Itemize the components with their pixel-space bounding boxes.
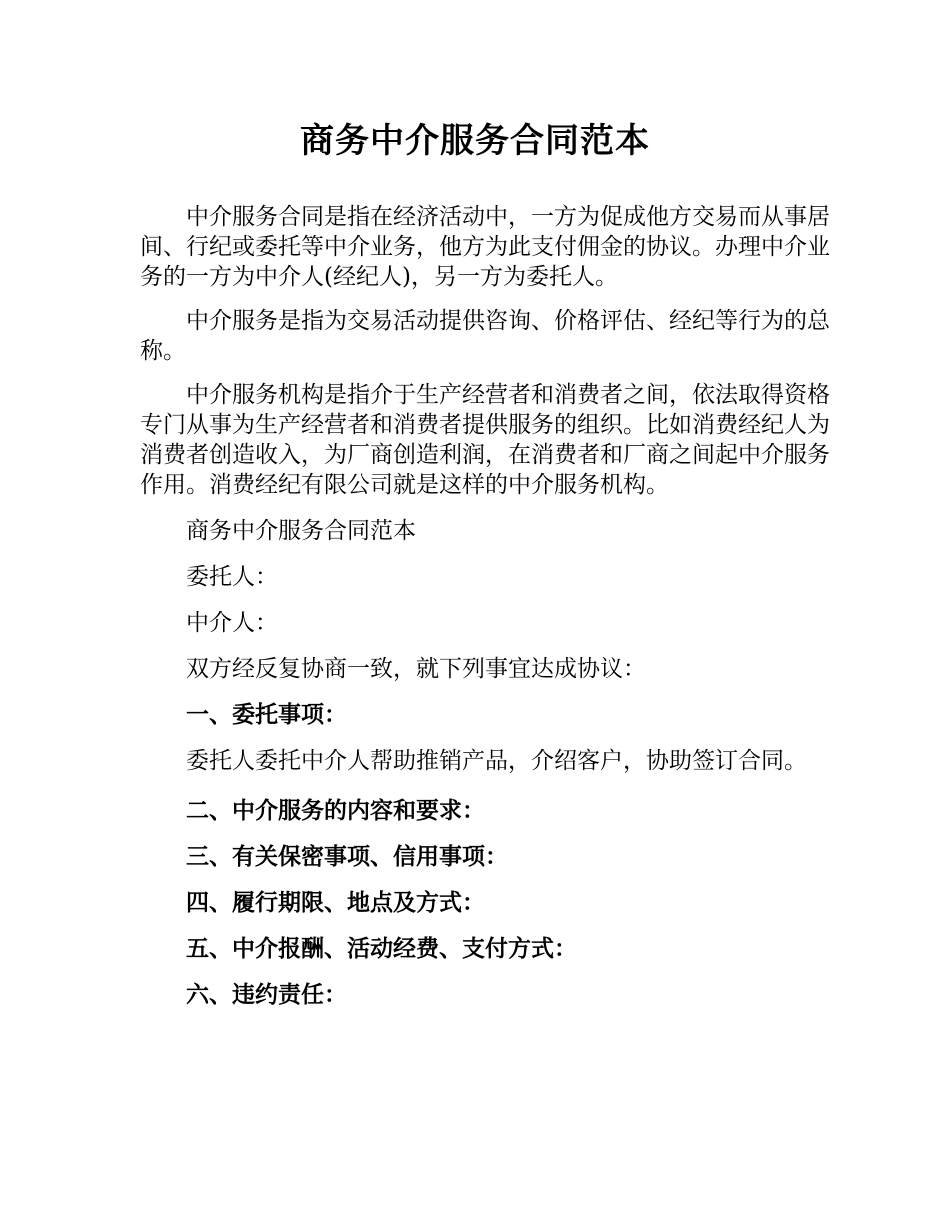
section-heading-1: 一、委托事项： xyxy=(186,702,347,728)
contract-title-line: 商务中介服务合同范本 xyxy=(186,518,416,544)
section-heading-5: 五、中介报酬、活动经费、支付方式： xyxy=(186,936,577,962)
paragraph-institution: 中介服务机构是指介于生产经营者和消费者之间，依法取得资格专门从事为生产经营者和消费者提供服务的组织。比如消费经纪人为消费者创造收入，为厂商创造利润，在消费者和厂商之间起中介服务作用。消费经纪有限公司就是这样的中介服务机构。 xyxy=(140,382,830,498)
section-text-1: 委托人委托中介人帮助推销产品，介绍客户，协助签订合同。 xyxy=(186,748,807,774)
section-heading-6: 六、违约责任： xyxy=(186,982,347,1008)
intermediary-label: 中介人： xyxy=(186,610,278,636)
section-heading-4: 四、履行期限、地点及方式： xyxy=(186,890,485,916)
paragraph-definition: 中介服务合同是指在经济活动中，一方为促成他方交易而从事居间、行纪或委托等中介业务，他方为此支付佣金的协议。办理中介业务的一方为中介人(经纪人)，另一方为委托人。 xyxy=(140,204,830,290)
principal-label: 委托人： xyxy=(186,564,278,590)
section-heading-3: 三、有关保密事项、信用事项： xyxy=(186,844,508,870)
document-body xyxy=(140,202,832,1026)
section-heading-2: 二、中介服务的内容和要求： xyxy=(186,798,485,824)
page-title: 商务中介服务合同范本 xyxy=(300,121,650,161)
agreement-intro: 双方经反复协商一致，就下列事宜达成协议： xyxy=(186,656,646,682)
paragraph-service: 中介服务是指为交易活动提供咨询、价格评估、经纪等行为的总称。 xyxy=(140,308,830,364)
